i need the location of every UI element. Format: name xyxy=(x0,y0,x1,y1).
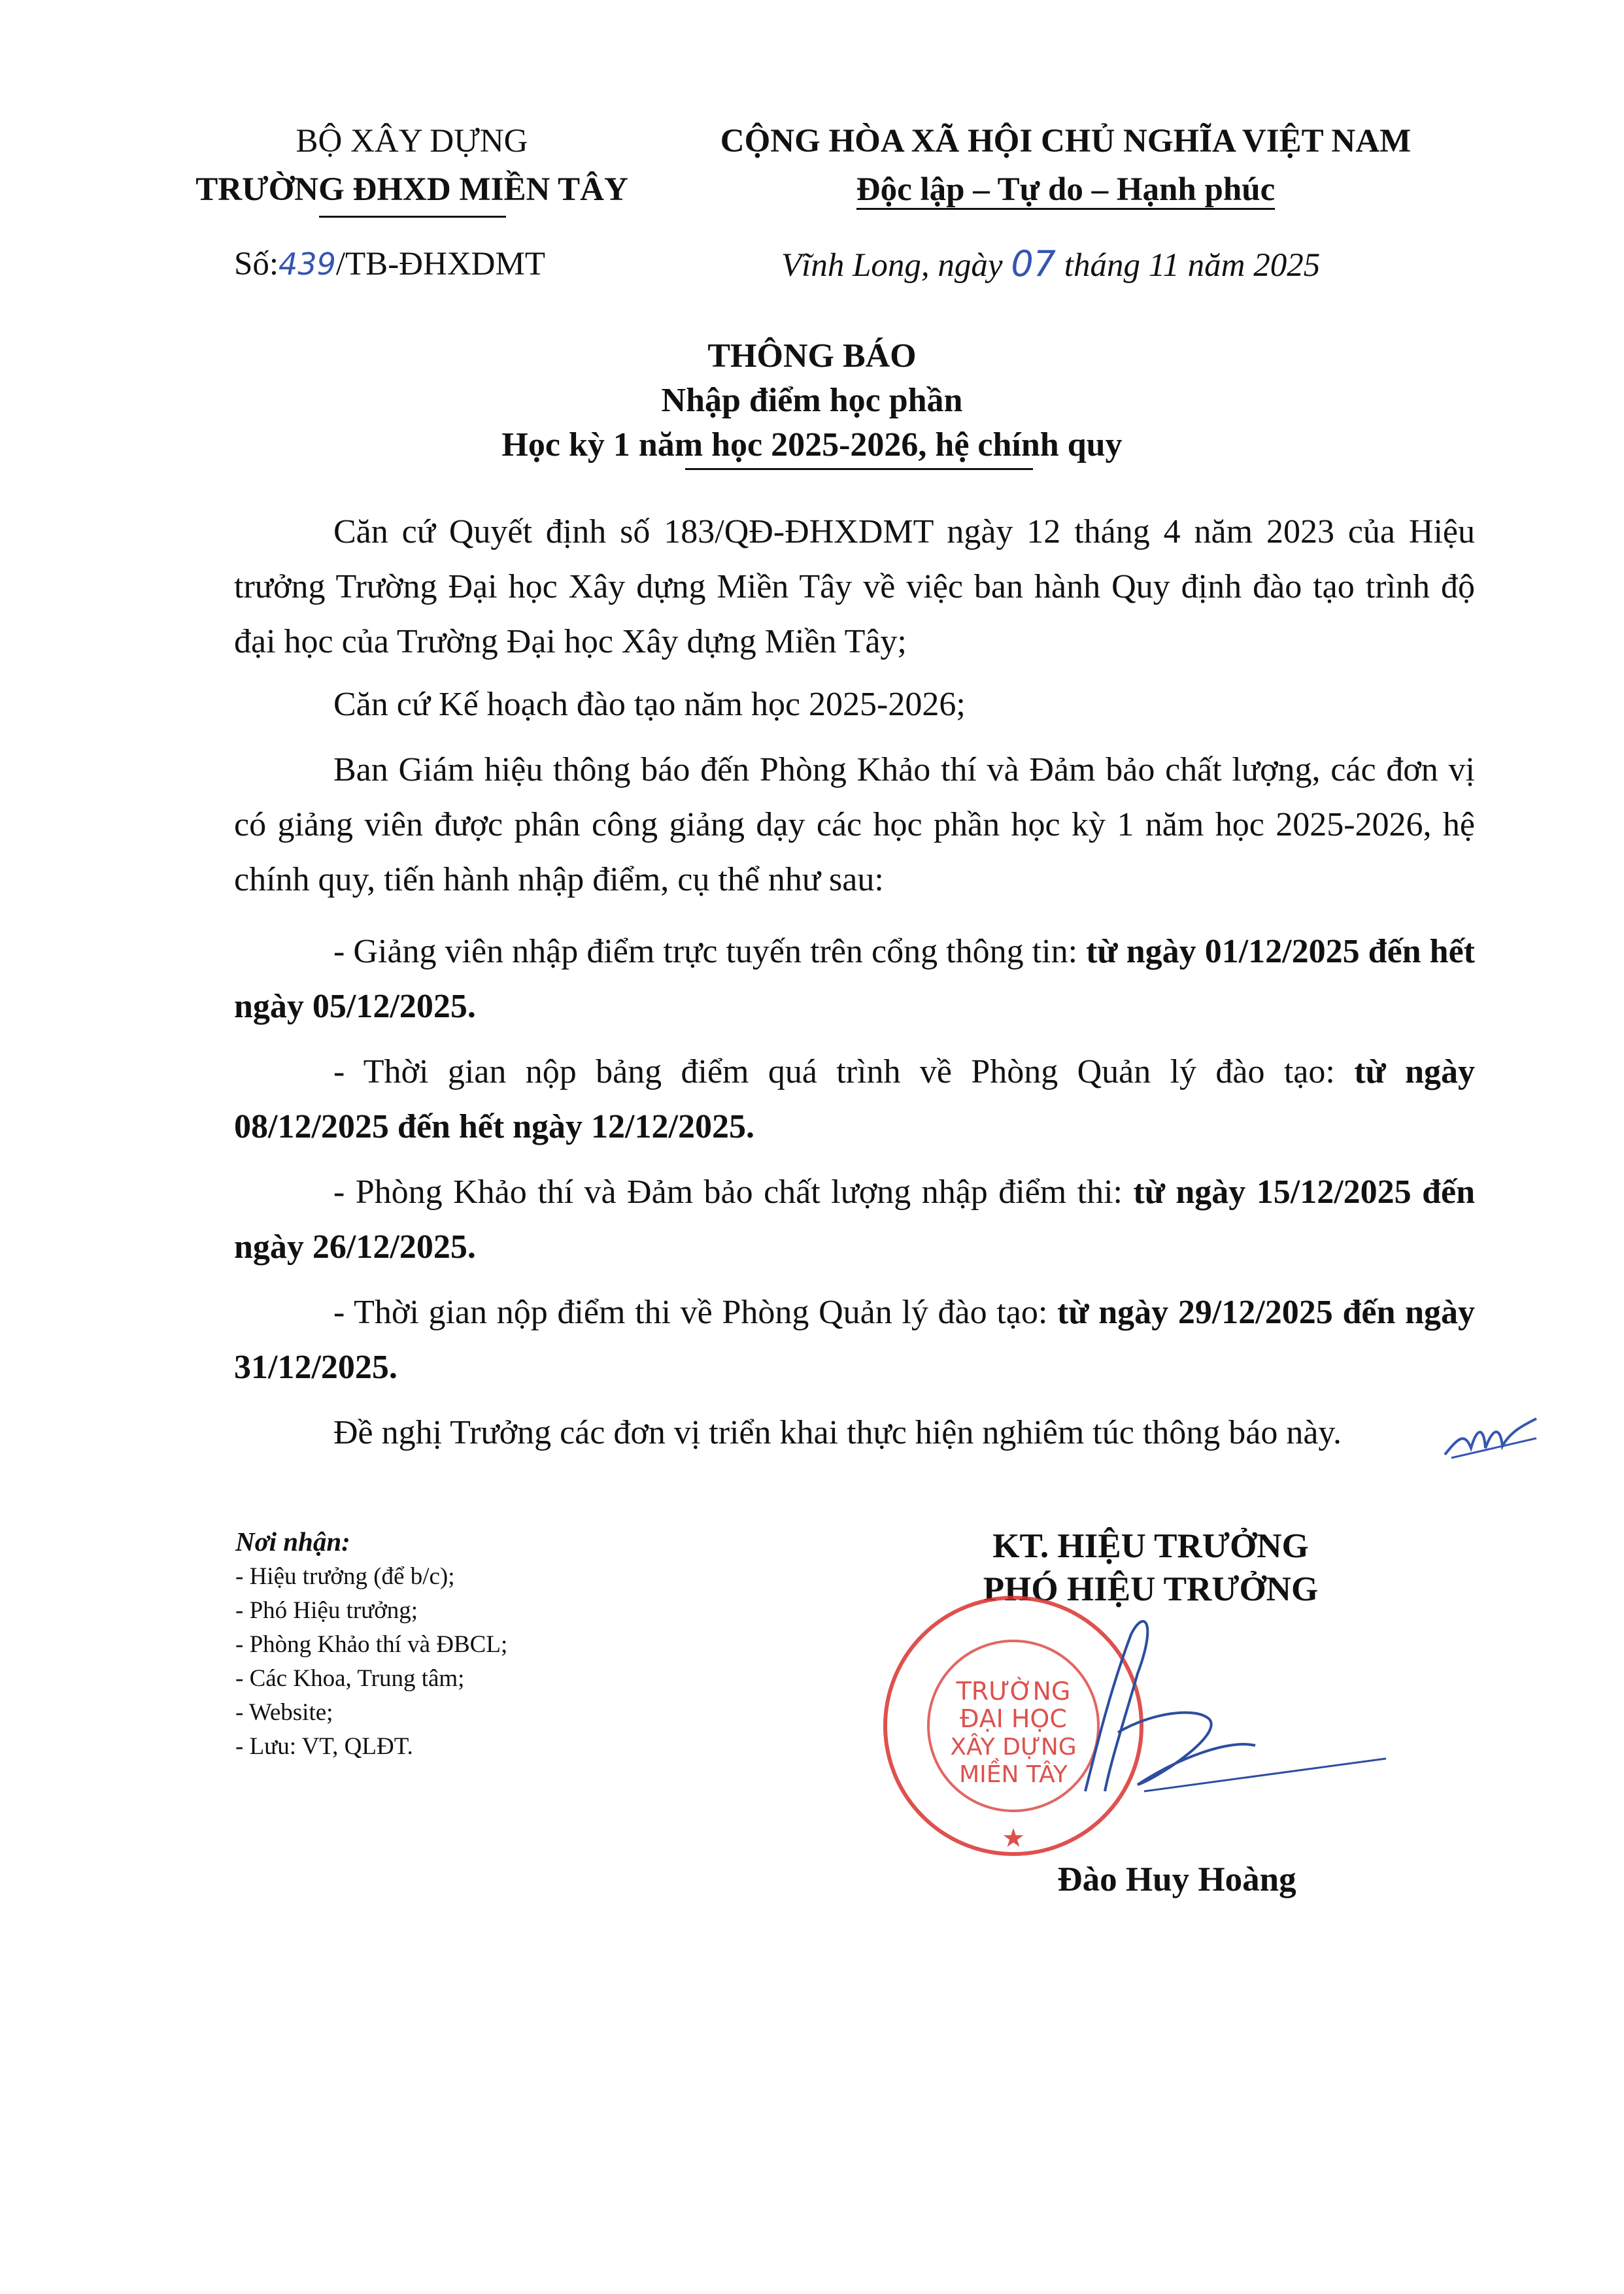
item-exam-submission-dates: từ ngày 29/12/2025 đến ngày 31/12/2025. xyxy=(234,1294,1475,1386)
doc-number-suffix: /TB-ĐHXDMT xyxy=(335,246,546,282)
seal-line-2: ĐẠI HỌC xyxy=(960,1704,1067,1733)
initial-mark-icon xyxy=(1438,1412,1543,1464)
recipient-item: - Phòng Khảo thí và ĐBCL; xyxy=(235,1631,508,1658)
doc-number xyxy=(234,243,626,285)
item-process-scores-text: - Thời gian nộp bảng điểm quá trình về Phòng Quản lý đào tạo: xyxy=(333,1053,1355,1090)
svg-text:★: ★ xyxy=(1002,1823,1025,1853)
signature-role-2: PHÓ HIỆU TRƯỞNG xyxy=(983,1570,1319,1608)
seal-line-3: XÂY DỰNG xyxy=(950,1734,1077,1761)
date-prefix: Vĩnh Long, ngày xyxy=(781,247,1003,284)
school-name xyxy=(170,169,654,211)
signatory-name: Đào Huy Hoàng xyxy=(1057,1861,1296,1898)
doc-number-prefix: Số: xyxy=(234,246,279,282)
notice-subtitle: Nhập điểm học phần xyxy=(661,382,963,419)
item-exam-entry-text: - Phòng Khảo thí và Đảm bảo chất lượng nhập điểm thi: xyxy=(333,1173,1134,1211)
item-exam-submission-text: - Thời gian nộp điểm thi về Phòng Quản lý đào tạo: xyxy=(333,1294,1058,1331)
announcement-paragraph: Ban Giám hiệu thông báo đến Phòng Khảo thí và Đảm bảo chất lượng, các đơn vị có giảng viên được phân công giảng dạy các học phần học kỳ 1 năm học 2025-2026, hệ chính quy, tiến hành nhập điểm, cụ thể như sau: xyxy=(234,751,1475,898)
item-online-entry-text: - Giảng viên nhập điểm trực tuyến trên cổng thông tin: xyxy=(333,933,1087,970)
item-exam-entry-dates: từ ngày 15/12/2025 đến ngày 26/12/2025. xyxy=(234,1173,1475,1266)
signature-scribble-icon xyxy=(1059,1595,1399,1830)
notice-subtitle-term-text: Học kỳ 1 năm học 2025-2026, hệ chính quy xyxy=(501,426,1123,464)
notice-title: THÔNG BÁO xyxy=(707,337,917,375)
item-online-entry-dates: từ ngày 01/12/2025 đến hết ngày 05/12/2025. xyxy=(234,933,1475,1025)
ministry-name: BỘ XÂY DỰNG xyxy=(296,123,528,160)
item-online-entry xyxy=(234,924,1475,1034)
recipient-item: - Hiệu trưởng (để b/c); xyxy=(235,1563,455,1590)
seal-line-4: MIỀN TÂY xyxy=(959,1761,1068,1788)
item-exam-submission xyxy=(234,1285,1475,1395)
issue-date xyxy=(781,243,1500,286)
recipient-item: - Lưu: VT, QLĐT. xyxy=(235,1733,413,1760)
basis-paragraph-2: Căn cứ Kế hoạch đào tạo năm học 2025-2026; xyxy=(333,686,966,723)
school-underline xyxy=(319,216,506,218)
date-suffix: tháng 11 năm 2025 xyxy=(1064,247,1321,284)
recipient-item: - Website; xyxy=(235,1699,333,1726)
notice-subtitle-term xyxy=(0,424,1624,467)
motto-text: Độc lập – Tự do – Hạnh phúc xyxy=(856,171,1275,210)
recipients-title: Nơi nhận: xyxy=(235,1527,350,1557)
item-process-scores-dates: từ ngày 08/12/2025 đến hết ngày 12/12/2025. xyxy=(234,1053,1475,1145)
school-name-text: TRƯỜNG ĐHXD MIỀN TÂY xyxy=(195,171,628,208)
title-underline xyxy=(685,468,1033,470)
recipient-item: - Các Khoa, Trung tâm; xyxy=(235,1665,465,1692)
motto xyxy=(667,169,1464,211)
republic-name: CỘNG HÒA XÃ HỘI CHỦ NGHĨA VIỆT NAM xyxy=(720,123,1412,160)
seal-line-1: TRƯỜNG xyxy=(956,1677,1071,1706)
doc-number-handwritten: 439 xyxy=(279,246,336,282)
recipient-item: - Phó Hiệu trưởng; xyxy=(235,1597,418,1624)
basis-paragraph-1: Căn cứ Quyết định số 183/QĐ-ĐHXDMT ngày 12 tháng 4 năm 2023 của Hiệu trưởng Trường Đại học Xây dựng Miền Tây về việc ban hành Quy định đào tạo trình độ đại học của Trường Đại học Xây dựng Miền Tây; xyxy=(234,513,1475,660)
closing-paragraph: Đề nghị Trưởng các đơn vị triển khai thực hiện nghiêm túc thông báo này. xyxy=(333,1414,1342,1451)
item-process-scores xyxy=(234,1045,1475,1155)
signature-role-1: KT. HIỆU TRƯỞNG xyxy=(992,1527,1309,1565)
date-day-handwritten: 07 xyxy=(1011,243,1057,284)
item-exam-entry xyxy=(234,1165,1475,1275)
